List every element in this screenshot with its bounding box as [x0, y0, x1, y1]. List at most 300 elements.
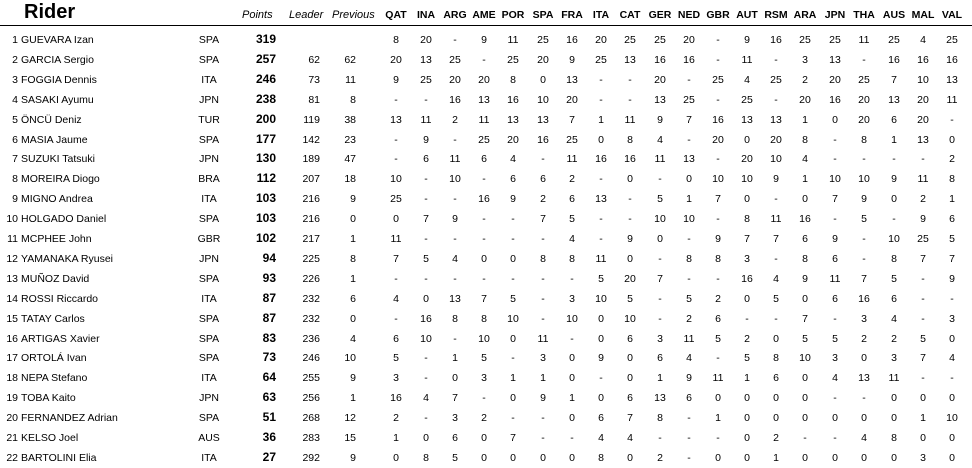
previous-column-header: Previous — [332, 9, 375, 21]
race-result-aus: 5 — [891, 272, 897, 285]
table-row — [0, 408, 972, 428]
rider-position: 3 — [12, 73, 18, 86]
race-result-ger: 6 — [657, 352, 663, 365]
gap-to-previous: 47 — [344, 153, 356, 166]
race-result-tha: - — [862, 153, 866, 166]
race-result-ger: 13 — [654, 392, 666, 405]
race-result-ina: 13 — [420, 53, 432, 66]
race-result-por: 1 — [510, 372, 516, 385]
race-result-cat: 5 — [627, 292, 633, 305]
race-result-cat: - — [628, 193, 632, 206]
gap-to-previous: 1 — [350, 392, 356, 405]
gap-to-leader: 216 — [302, 213, 320, 226]
rider-position: 12 — [6, 252, 18, 265]
race-result-gbr: 1 — [715, 412, 721, 425]
rider-position: 2 — [12, 53, 18, 66]
gap-to-previous: 0 — [350, 312, 356, 325]
race-result-arg: 7 — [452, 392, 458, 405]
race-result-mal: 1 — [920, 412, 926, 425]
race-result-qat: 4 — [393, 292, 399, 305]
race-result-jpn: 5 — [832, 332, 838, 345]
race-result-qat: 25 — [390, 193, 402, 206]
race-result-mal: - — [921, 292, 925, 305]
race-result-tha: 5 — [861, 213, 867, 226]
rider-column-header: Rider — [24, 1, 76, 23]
race-result-por: 0 — [510, 392, 516, 405]
race-result-fra: 6 — [569, 193, 575, 206]
race-result-fra: 4 — [569, 233, 575, 245]
race-result-ger: 0 — [657, 233, 663, 245]
race-result-fra: - — [570, 332, 574, 345]
race-result-qat: - — [394, 93, 398, 106]
rider-name: MUÑOZ David — [21, 272, 90, 285]
rider-nationality: JPN — [199, 93, 219, 106]
race-result-val: - — [950, 113, 954, 126]
race-result-qat: 7 — [393, 252, 399, 265]
race-result-ame: 10 — [478, 332, 490, 345]
rider-name: FOGGIA Dennis — [21, 73, 97, 86]
race-result-ara: 7 — [802, 312, 808, 325]
race-result-fra: - — [570, 272, 574, 285]
race-result-ame: - — [482, 392, 486, 405]
race-result-ara: 1 — [802, 113, 808, 126]
race-result-por: 10 — [507, 312, 519, 325]
rider-points: 64 — [262, 370, 276, 385]
race-column-header-por: POR — [501, 9, 525, 21]
race-result-tha: 10 — [858, 173, 870, 186]
rider-name: SUZUKI Tatsuki — [21, 153, 95, 166]
race-result-ned: 4 — [686, 352, 692, 365]
race-result-spa: 0 — [540, 73, 546, 86]
race-result-rsm: 10 — [770, 153, 782, 166]
gap-to-leader: 119 — [303, 113, 320, 126]
race-column-header-aus: AUS — [882, 9, 906, 21]
race-result-ned: - — [687, 432, 691, 444]
race-column-header-ina: INA — [416, 9, 436, 21]
race-result-rsm: 2 — [773, 432, 779, 444]
race-result-aut: 0 — [744, 432, 750, 444]
race-result-qat: 0 — [393, 213, 399, 226]
race-result-tha: 13 — [858, 372, 870, 385]
race-result-cat: 13 — [624, 53, 636, 66]
race-result-tha: 11 — [858, 34, 870, 46]
rider-nationality: ITA — [201, 372, 217, 385]
race-result-tha: 16 — [858, 292, 870, 305]
race-result-por: 6 — [510, 173, 516, 186]
race-result-ger: - — [658, 432, 662, 444]
gap-to-leader: 207 — [302, 173, 320, 186]
race-result-ger: 11 — [654, 153, 666, 166]
race-result-ita: 20 — [595, 34, 607, 46]
gap-to-leader: 283 — [302, 432, 320, 444]
rider-position: 4 — [12, 93, 18, 106]
rider-position: 14 — [6, 292, 18, 305]
race-result-ita: - — [599, 233, 603, 245]
race-result-por: 16 — [507, 93, 519, 106]
race-result-mal: 0 — [920, 392, 926, 405]
race-result-mal: - — [921, 372, 925, 385]
race-result-val: 16 — [946, 53, 958, 66]
race-result-fra: 20 — [566, 93, 578, 106]
race-result-arg: 20 — [449, 73, 461, 86]
table-row — [0, 90, 972, 110]
race-result-mal: 0 — [920, 432, 926, 444]
rider-nationality: TUR — [198, 113, 220, 126]
rider-name: TATAY Carlos — [21, 312, 85, 325]
race-result-cat: 0 — [627, 372, 633, 385]
race-result-rsm: 7 — [773, 233, 779, 245]
rider-name: ARTIGAS Xavier — [21, 332, 100, 345]
race-result-qat: 2 — [393, 412, 399, 425]
rider-points: 93 — [262, 270, 276, 285]
table-row — [0, 209, 972, 229]
race-result-aus: 0 — [891, 392, 897, 405]
race-result-val: 25 — [946, 34, 958, 46]
race-result-ame: 6 — [481, 153, 487, 166]
race-result-ame: 7 — [481, 292, 487, 305]
table-row — [0, 169, 972, 189]
race-result-ara: - — [803, 432, 807, 444]
race-result-aut: 0 — [744, 412, 750, 425]
race-result-ger: 10 — [654, 213, 666, 226]
race-result-aus: 16 — [888, 53, 900, 66]
race-result-gbr: - — [716, 352, 720, 365]
race-result-ara: 0 — [802, 372, 808, 385]
race-result-ina: 16 — [420, 312, 432, 325]
race-result-cat: 16 — [624, 153, 636, 166]
race-result-rsm: 20 — [770, 133, 782, 146]
table-row — [0, 348, 972, 368]
race-result-ame: 9 — [481, 34, 487, 46]
race-result-jpn: 3 — [832, 352, 838, 365]
race-result-gbr: - — [716, 34, 720, 46]
rider-points: 246 — [255, 71, 276, 86]
rider-points: 94 — [262, 250, 276, 265]
race-column-header-val: VAL — [941, 9, 963, 21]
race-result-por: 7 — [510, 432, 516, 444]
race-result-fra: 9 — [569, 53, 575, 66]
race-result-ned: - — [687, 412, 691, 425]
race-result-ned: 2 — [686, 312, 692, 325]
race-result-fra: 0 — [569, 372, 575, 385]
table-row — [0, 428, 972, 448]
race-result-val: 8 — [949, 173, 955, 186]
race-result-ara: 10 — [799, 352, 811, 365]
race-result-gbr: 2 — [715, 292, 721, 305]
table-row — [0, 289, 972, 309]
race-result-jpn: 7 — [832, 193, 838, 206]
race-result-ina: 11 — [420, 113, 432, 126]
race-result-spa: - — [541, 153, 545, 166]
race-result-cat: 8 — [627, 133, 633, 146]
race-result-jpn: 4 — [832, 372, 838, 385]
race-result-gbr: 7 — [715, 193, 721, 206]
gap-to-previous: 62 — [344, 53, 356, 66]
race-result-cat: 11 — [624, 113, 636, 126]
race-result-aus: 8 — [891, 432, 897, 444]
race-result-ame: - — [482, 233, 486, 245]
race-column-header-ned: NED — [677, 9, 701, 21]
rider-points: 177 — [255, 131, 276, 146]
table-row — [0, 110, 972, 130]
gap-to-leader: 236 — [302, 332, 320, 345]
gap-to-leader: 217 — [302, 233, 320, 245]
race-result-rsm: - — [774, 53, 778, 66]
race-result-por: - — [511, 213, 515, 226]
race-result-qat: 0 — [393, 451, 399, 464]
race-result-ita: 16 — [595, 153, 607, 166]
rider-position: 22 — [6, 451, 18, 464]
rider-nationality: ITA — [201, 451, 217, 464]
rider-points: 257 — [255, 51, 276, 66]
race-result-ger: 8 — [657, 412, 663, 425]
race-result-ger: 7 — [657, 272, 663, 285]
race-result-ger: - — [658, 252, 662, 265]
race-result-ita: 0 — [598, 332, 604, 345]
race-result-ned: 5 — [686, 292, 692, 305]
race-result-tha: 20 — [858, 113, 870, 126]
race-column-header-gbr: GBR — [706, 9, 730, 21]
leader-column-header: Leader — [289, 9, 324, 21]
race-result-aus: 10 — [888, 233, 900, 245]
race-result-aut: 0 — [744, 292, 750, 305]
table-row — [0, 149, 972, 169]
rider-nationality: SPA — [198, 53, 220, 66]
race-result-arg: - — [453, 332, 457, 345]
race-result-ger: - — [658, 173, 662, 186]
race-result-rsm: 6 — [773, 372, 779, 385]
rider-position: 8 — [12, 173, 18, 186]
race-result-qat: 16 — [390, 392, 402, 405]
race-result-jpn: 16 — [829, 93, 841, 106]
table-row — [0, 309, 972, 329]
race-result-aus: 4 — [891, 312, 897, 325]
race-result-ame: 11 — [478, 113, 490, 126]
rider-position: 19 — [6, 392, 18, 405]
race-result-cat: - — [628, 73, 632, 86]
race-result-arg: 5 — [452, 451, 458, 464]
race-result-ita: 8 — [598, 451, 604, 464]
race-result-rsm: - — [774, 193, 778, 206]
race-result-ame: 0 — [481, 451, 487, 464]
race-result-gbr: 9 — [715, 233, 721, 245]
race-result-arg: 2 — [452, 113, 458, 126]
race-result-ger: - — [658, 312, 662, 325]
race-result-mal: - — [921, 272, 925, 285]
race-result-cat: 0 — [627, 352, 633, 365]
race-result-qat: - — [394, 153, 398, 166]
gap-to-previous: 18 — [344, 173, 356, 186]
race-result-cat: 0 — [627, 252, 633, 265]
race-result-fra: 8 — [569, 252, 575, 265]
race-result-aus: 2 — [891, 332, 897, 345]
race-result-por: 0 — [510, 252, 516, 265]
race-result-qat: 11 — [390, 233, 402, 245]
race-result-ara: 0 — [802, 392, 808, 405]
race-result-arg: - — [453, 34, 457, 46]
gap-to-previous: 10 — [344, 352, 356, 365]
gap-to-previous: 38 — [344, 113, 356, 126]
race-result-aut: 0 — [744, 392, 750, 405]
race-result-rsm: 8 — [773, 352, 779, 365]
race-result-tha: - — [862, 53, 866, 66]
race-result-spa: 10 — [537, 93, 549, 106]
rider-points: 83 — [262, 330, 276, 345]
rider-nationality: SPA — [198, 34, 220, 46]
race-result-cat: 0 — [627, 451, 633, 464]
race-result-aut: 16 — [741, 272, 753, 285]
rider-points: 87 — [262, 290, 276, 305]
race-result-rsm: 5 — [773, 292, 779, 305]
race-result-ina: 25 — [420, 73, 432, 86]
race-result-aut: 0 — [744, 193, 750, 206]
rider-nationality: BRA — [198, 173, 220, 186]
race-result-mal: 16 — [917, 53, 929, 66]
race-result-ara: 0 — [802, 412, 808, 425]
race-result-spa: 8 — [540, 252, 546, 265]
gap-to-previous: 6 — [350, 292, 356, 305]
race-result-fra: 3 — [569, 292, 575, 305]
race-result-ara: 25 — [799, 34, 811, 46]
gap-to-leader: 225 — [302, 252, 320, 265]
race-result-qat: 6 — [393, 332, 399, 345]
race-result-mal: 3 — [920, 451, 926, 464]
rider-points: 73 — [262, 350, 276, 365]
race-result-spa: 3 — [540, 352, 546, 365]
race-result-ina: - — [424, 93, 428, 106]
rider-points: 27 — [262, 449, 276, 464]
race-result-ara: 3 — [802, 53, 808, 66]
race-result-ned: 13 — [683, 153, 695, 166]
race-result-rsm: 0 — [773, 332, 779, 345]
race-result-ara: 4 — [802, 153, 808, 166]
race-result-arg: 4 — [452, 252, 458, 265]
rider-nationality: JPN — [199, 252, 219, 265]
table-row — [0, 249, 972, 269]
race-result-spa: 0 — [540, 451, 546, 464]
rider-position: 16 — [6, 332, 18, 345]
race-result-fra: - — [570, 432, 574, 444]
rider-nationality: JPN — [199, 153, 219, 166]
race-result-ame: - — [482, 173, 486, 186]
race-result-ina: - — [424, 352, 428, 365]
race-result-rsm: - — [774, 93, 778, 106]
race-result-arg: - — [453, 272, 457, 285]
race-result-fra: 1 — [569, 392, 575, 405]
rider-name: MASIA Jaume — [21, 133, 88, 146]
race-result-ned: - — [687, 233, 691, 245]
race-result-aus: 9 — [891, 173, 897, 186]
race-result-ina: 6 — [423, 153, 429, 166]
race-result-ina: 10 — [420, 332, 432, 345]
race-result-ned: 10 — [683, 213, 695, 226]
race-result-gbr: - — [716, 432, 720, 444]
race-result-aut: 5 — [744, 352, 750, 365]
race-column-header-cat: CAT — [619, 9, 641, 21]
race-result-spa: - — [541, 292, 545, 305]
gap-to-previous: 1 — [350, 272, 356, 285]
race-result-jpn: - — [833, 133, 837, 146]
race-result-aut: 0 — [744, 133, 750, 146]
rider-nationality: ITA — [201, 73, 217, 86]
race-result-jpn: 13 — [829, 53, 841, 66]
race-result-gbr: 16 — [712, 113, 724, 126]
race-result-gbr: - — [716, 93, 720, 106]
race-result-ger: 4 — [657, 133, 663, 146]
race-column-header-aut: AUT — [736, 9, 758, 21]
gap-to-previous: 23 — [344, 133, 356, 146]
race-result-tha: 0 — [861, 451, 867, 464]
rider-points: 200 — [255, 111, 276, 126]
race-result-gbr: 0 — [715, 451, 721, 464]
gap-to-leader: 232 — [302, 292, 320, 305]
race-result-ned: 6 — [686, 392, 692, 405]
race-result-tha: 2 — [861, 332, 867, 345]
race-result-ina: 8 — [423, 451, 429, 464]
rider-position: 5 — [12, 113, 18, 126]
race-result-ned: 7 — [686, 113, 692, 126]
race-result-jpn: 20 — [829, 73, 841, 86]
race-result-gbr: 10 — [712, 173, 724, 186]
race-result-fra: 0 — [569, 451, 575, 464]
race-result-spa: 7 — [540, 213, 546, 226]
race-column-header-ger: GER — [648, 9, 672, 21]
race-result-ita: - — [599, 173, 603, 186]
race-result-ger: 25 — [654, 34, 666, 46]
race-result-aus: - — [892, 153, 896, 166]
race-result-arg: 13 — [449, 292, 461, 305]
race-result-por: 4 — [510, 153, 516, 166]
race-result-ina: 4 — [423, 392, 429, 405]
race-result-ara: 0 — [802, 193, 808, 206]
gap-to-leader: 256 — [302, 392, 320, 405]
race-result-cat: 25 — [624, 34, 636, 46]
rider-nationality: SPA — [198, 213, 220, 226]
race-result-ita: 4 — [598, 432, 604, 444]
race-result-val: 0 — [949, 392, 955, 405]
rider-points: 63 — [262, 390, 276, 405]
race-result-ned: 20 — [683, 34, 695, 46]
race-result-ita: 25 — [595, 53, 607, 66]
race-result-spa: - — [541, 312, 545, 325]
rider-nationality: AUS — [198, 432, 220, 444]
rider-name: GUEVARA Izan — [21, 34, 94, 46]
race-result-cat: 7 — [627, 412, 633, 425]
rider-nationality: ITA — [201, 292, 217, 305]
gap-to-previous: 9 — [350, 372, 356, 385]
race-column-header-qat: QAT — [385, 9, 407, 21]
rider-name: NEPA Stefano — [21, 372, 88, 385]
gap-to-previous: 1 — [350, 233, 356, 245]
race-result-aut: 8 — [744, 213, 750, 226]
race-result-por: 25 — [507, 53, 519, 66]
race-result-ned: 16 — [683, 53, 695, 66]
race-result-ita: - — [599, 213, 603, 226]
race-result-qat: - — [394, 133, 398, 146]
rider-position: 10 — [6, 213, 18, 226]
race-result-ame: 25 — [478, 133, 490, 146]
race-result-ame: - — [482, 213, 486, 226]
race-result-tha: - — [862, 233, 866, 245]
race-result-mal: 7 — [920, 352, 926, 365]
gap-to-previous: 4 — [350, 332, 356, 345]
race-result-mal: 5 — [920, 332, 926, 345]
rider-points: 51 — [262, 410, 276, 425]
race-result-tha: 0 — [861, 352, 867, 365]
rider-name: FERNANDEZ Adrian — [21, 412, 118, 425]
race-result-ame: 16 — [478, 193, 490, 206]
race-result-ned: 11 — [683, 332, 695, 345]
